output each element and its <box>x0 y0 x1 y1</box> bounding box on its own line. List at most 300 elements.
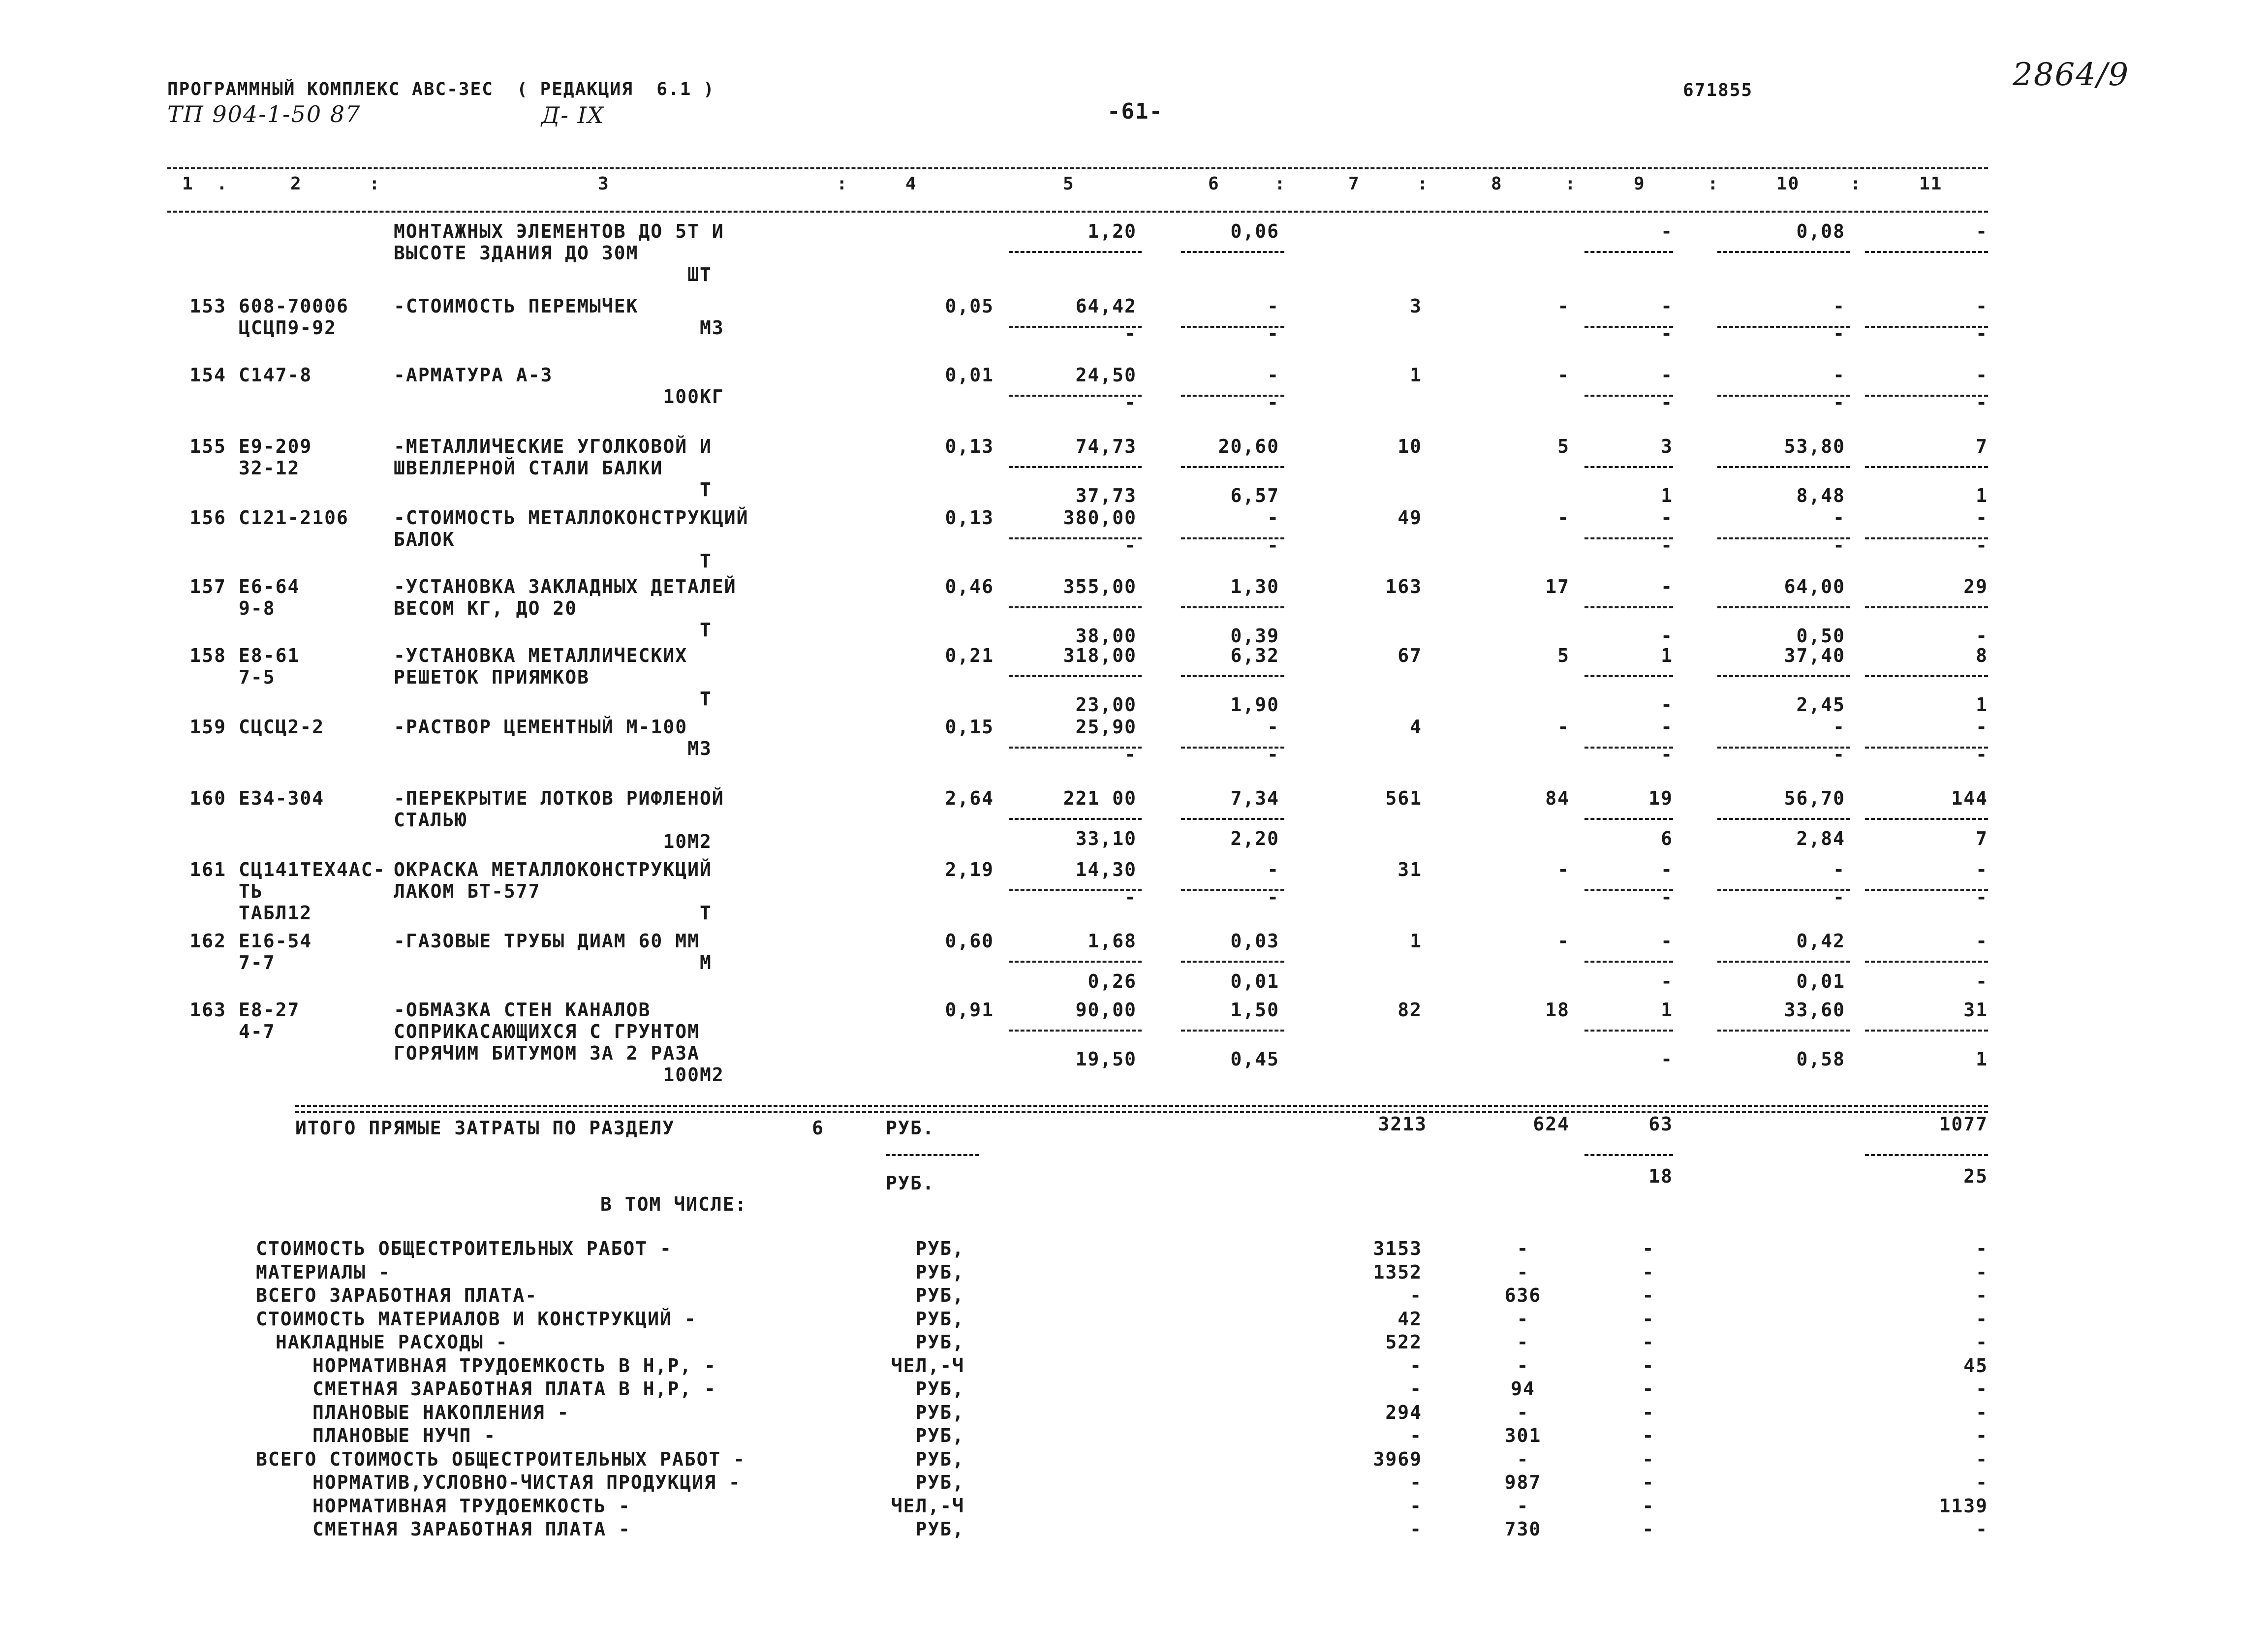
summary-col8: - <box>1517 1308 1529 1330</box>
cell-c9b: - <box>1661 744 1673 765</box>
summary-col8: 636 <box>1504 1284 1542 1306</box>
cell-rule <box>1181 675 1284 677</box>
cell-c8: - <box>1557 364 1570 386</box>
cell-rule <box>1009 606 1142 608</box>
summary-col11: - <box>1976 1378 1988 1400</box>
cell-c5b: 37,73 <box>1075 485 1137 506</box>
summary-unit: РУБ, <box>915 1331 964 1353</box>
cell-rule <box>1181 818 1284 820</box>
cell-c11: - <box>1976 364 1988 386</box>
column-header-cell: : <box>837 174 848 194</box>
cell-c5: 14,30 <box>1075 859 1137 880</box>
column-header-cell: 7 <box>1348 174 1360 194</box>
summary-col9: - <box>1642 1238 1655 1259</box>
summary-col7: - <box>1410 1495 1422 1517</box>
section-mark: Д- IX <box>541 102 605 128</box>
cell-c7: 1 <box>1410 930 1422 952</box>
cell-c9: - <box>1661 295 1673 317</box>
summary-col9: - <box>1642 1284 1655 1306</box>
summary-unit: РУБ, <box>915 1308 964 1330</box>
cell-rule <box>1584 606 1673 608</box>
cell-rule <box>1009 251 1142 253</box>
cell-c4: 0,15 <box>945 716 994 738</box>
cell-rule <box>1009 818 1142 820</box>
cell-c8: - <box>1557 930 1570 952</box>
cell-c4: 0,46 <box>945 576 994 597</box>
cell-c10: - <box>1833 716 1845 738</box>
summary-label: СТОИМОСТЬ МАТЕРИАЛОВ И КОНСТРУКЦИЙ - <box>256 1308 697 1330</box>
cell-c6: 1,30 <box>1230 576 1279 597</box>
summary-label: ВСЕГО СТОИМОСТЬ ОБЩЕСТРОИТЕЛЬНЫХ РАБОТ - <box>256 1448 746 1470</box>
row-code: Е6-64 9-8 <box>239 576 300 619</box>
summary-unit: ЧЕЛ,-Ч <box>891 1495 964 1517</box>
cell-rule <box>1009 1030 1142 1032</box>
cell-c9b: 1 <box>1661 485 1673 506</box>
cell-c7: 3 <box>1410 295 1422 317</box>
cell-c6b: - <box>1267 744 1279 765</box>
summary-col8: 94 <box>1511 1378 1535 1400</box>
cell-c6: 6,32 <box>1230 645 1279 666</box>
cell-c8: 5 <box>1557 645 1570 666</box>
cell-c11: - <box>1976 507 1988 529</box>
row-description: -МЕТАЛЛИЧЕСКИЕ УГОЛКОВОЙ И ШВЕЛЛЕРНОЙ СТАЛИ БАЛКИ Т <box>394 436 712 501</box>
cell-c6b: 1,90 <box>1230 694 1279 716</box>
summary-col8: - <box>1517 1354 1529 1377</box>
cell-rule <box>1009 675 1142 677</box>
row-number: 153 <box>189 295 226 317</box>
cell-c10: - <box>1833 507 1845 529</box>
cell-c5b: 19,50 <box>1075 1048 1137 1070</box>
summary-label: СТОИМОСТЬ ОБЩЕСТРОИТЕЛЬНЫХ РАБОТ - <box>256 1238 672 1259</box>
cell-c11b: 1 <box>1976 1048 1988 1070</box>
cell-c6b: - <box>1267 534 1279 556</box>
summary-col11: - <box>1976 1401 1988 1423</box>
summary-unit: РУБ, <box>915 1448 964 1470</box>
summary-col8: 301 <box>1504 1425 1542 1446</box>
row-number: 154 <box>189 364 226 386</box>
column-header-cell: : <box>1417 174 1429 194</box>
cell-c11b: - <box>1976 886 1988 908</box>
cell-rule <box>1584 466 1673 468</box>
totals-col9: 63 <box>1648 1113 1673 1135</box>
summary-col7: - <box>1410 1284 1422 1306</box>
cell-c6b: - <box>1267 323 1279 344</box>
cell-c8: - <box>1557 295 1570 317</box>
cell-c11: 144 <box>1951 787 1988 809</box>
document-number: 671855 <box>1683 80 1753 100</box>
cell-c6: 0,06 <box>1230 220 1279 242</box>
cell-c8: 17 <box>1545 576 1570 597</box>
row-number: 159 <box>189 716 226 738</box>
cell-c6b: 6,57 <box>1230 485 1279 506</box>
row-code: Е9-209 32-12 <box>239 436 312 479</box>
totals-section: 6 <box>812 1117 824 1139</box>
cell-c8: - <box>1557 859 1570 880</box>
cell-c8: 5 <box>1557 436 1570 457</box>
cell-c8: 84 <box>1545 787 1570 809</box>
totals-col9-b: 18 <box>1648 1165 1673 1187</box>
cell-c5b: 23,00 <box>1075 694 1137 716</box>
cell-c11: - <box>1976 220 1988 242</box>
cell-rule <box>1865 251 1988 253</box>
row-number: 156 <box>189 507 226 529</box>
column-header-cell: 1 <box>182 174 194 194</box>
summary-col7: - <box>1410 1518 1422 1540</box>
summary-col11: - <box>1976 1308 1988 1330</box>
cell-c10b: 2,45 <box>1796 694 1845 716</box>
cell-c7: 49 <box>1398 507 1422 529</box>
row-description: МОНТАЖНЫХ ЭЛЕМЕНТОВ ДО 5Т И ВЫСОТЕ ЗДАНИЯ ДО 30М ШТ <box>394 220 724 285</box>
row-code: Е16-54 7-7 <box>239 930 312 973</box>
cell-c11b: - <box>1976 392 1988 413</box>
cell-c7: 82 <box>1398 999 1422 1021</box>
totals-unit-2: РУБ. <box>886 1172 935 1194</box>
summary-col9: - <box>1642 1471 1655 1493</box>
cell-c6: - <box>1267 507 1279 529</box>
cell-c11b: 1 <box>1976 485 1988 506</box>
cell-c4: 2,64 <box>945 787 994 809</box>
cell-rule <box>1865 961 1988 963</box>
program-title: ПРОГРАММНЫЙ КОМПЛЕКС АВС-ЗЕС ( РЕДАКЦИЯ 6.1 ) <box>167 79 715 99</box>
cell-rule <box>1181 606 1284 608</box>
cell-c5b: 33,10 <box>1075 828 1137 849</box>
cell-c10: 56,70 <box>1784 787 1845 809</box>
summary-col9: - <box>1642 1425 1655 1446</box>
summary-col11: - <box>1976 1448 1988 1470</box>
summary-col9: - <box>1642 1378 1655 1400</box>
cell-c10b: 0,01 <box>1796 971 1845 992</box>
cell-rule <box>1584 818 1673 820</box>
row-description: ОКРАСКА МЕТАЛЛОКОНСТРУКЦИЙ ЛАКОМ БТ-577 Т <box>394 859 712 924</box>
cell-c11b: - <box>1976 625 1988 647</box>
cell-c9b: - <box>1661 886 1673 908</box>
cell-c10b: 8,48 <box>1796 485 1845 506</box>
summary-unit: РУБ, <box>915 1261 964 1283</box>
cell-c9: - <box>1661 364 1673 386</box>
header-bottom-rule <box>167 211 1988 213</box>
cell-c11: - <box>1976 716 1988 738</box>
row-code: 608-70006 ЦСЦП9-92 <box>239 295 349 339</box>
cell-rule <box>1584 1030 1673 1032</box>
cell-rule <box>1717 606 1850 608</box>
cell-c4: 0,01 <box>945 364 994 386</box>
including-label: В ТОМ ЧИСЛЕ: <box>600 1193 747 1215</box>
summary-label: СМЕТНАЯ ЗАРАБОТНАЯ ПЛАТА - <box>312 1518 631 1540</box>
row-description: -УСТАНОВКА МЕТАЛЛИЧЕСКИХ РЕШЕТОК ПРИЯМКОВ Т <box>394 645 712 710</box>
cell-c11: - <box>1976 859 1988 880</box>
summary-label: СМЕТНАЯ ЗАРАБОТНАЯ ПЛАТА В Н,Р, - <box>312 1378 716 1400</box>
summary-unit: РУБ, <box>915 1284 964 1306</box>
cell-c5b: - <box>1124 744 1137 765</box>
row-number: 158 <box>189 645 226 666</box>
summary-label: ПЛАНОВЫЕ НАКОПЛЕНИЯ - <box>312 1401 570 1423</box>
cell-c10: 33,60 <box>1784 999 1845 1021</box>
row-number: 160 <box>189 787 226 809</box>
cell-rule <box>1181 961 1284 963</box>
summary-col7: - <box>1410 1378 1422 1400</box>
summary-col8: 730 <box>1504 1518 1542 1540</box>
cell-c10b: - <box>1833 744 1845 765</box>
cell-c11: 31 <box>1963 999 1988 1021</box>
cell-c9b: - <box>1661 971 1673 992</box>
cell-c10: 0,42 <box>1796 930 1845 952</box>
column-header-cell: : <box>1565 174 1577 194</box>
column-header-cell: : <box>1708 174 1719 194</box>
summary-col8: - <box>1517 1401 1529 1423</box>
cell-c9b: - <box>1661 392 1673 413</box>
row-code: С121-2106 <box>239 507 349 529</box>
cell-c6: 1,50 <box>1230 999 1279 1021</box>
cell-c10b: - <box>1833 323 1845 344</box>
cell-c10: - <box>1833 364 1845 386</box>
cell-c5b: - <box>1124 392 1137 413</box>
cell-c6b: 0,01 <box>1230 971 1279 992</box>
column-header-cell: . <box>217 174 228 194</box>
summary-col11: - <box>1976 1425 1988 1446</box>
summary-col8: - <box>1517 1448 1529 1470</box>
cell-c11b: 7 <box>1976 828 1988 849</box>
cell-rule <box>1865 818 1988 820</box>
cell-c7: 31 <box>1398 859 1422 880</box>
cell-c8: - <box>1557 716 1570 738</box>
summary-col9: - <box>1642 1308 1655 1330</box>
cell-c6b: - <box>1267 886 1279 908</box>
summary-unit: ЧЕЛ,-Ч <box>891 1354 964 1377</box>
archive-stamp: 2864/9 <box>2013 57 2130 93</box>
cell-c9: 3 <box>1661 436 1673 457</box>
cell-rule <box>1181 1030 1284 1032</box>
cell-rule <box>1584 251 1673 253</box>
project-code: ТП 904-1-50 87 <box>167 101 361 127</box>
summary-col11: 45 <box>1963 1354 1988 1377</box>
summary-col11: - <box>1976 1238 1988 1259</box>
column-header-cell: 11 <box>1919 174 1943 194</box>
row-description: -ГАЗОВЫЕ ТРУБЫ ДИАМ 60 ММ М <box>394 930 712 973</box>
cell-rule <box>1865 1030 1988 1032</box>
cell-rule <box>1009 961 1142 963</box>
summary-col9: - <box>1642 1401 1655 1423</box>
summary-label: ВСЕГО ЗАРАБОТНАЯ ПЛАТА- <box>256 1284 538 1306</box>
cell-c11: 8 <box>1976 645 1988 666</box>
cell-c6b: - <box>1267 392 1279 413</box>
cell-c7: 4 <box>1410 716 1422 738</box>
summary-col9: - <box>1642 1354 1655 1377</box>
column-header-cell: : <box>1274 174 1286 194</box>
cell-rule <box>1865 466 1988 468</box>
row-description: -РАСТВОР ЦЕМЕНТНЫЙ М-100 М3 <box>394 716 712 759</box>
row-description: -АРМАТУРА А-3 100КГ <box>394 364 724 407</box>
summary-unit: РУБ, <box>915 1425 964 1446</box>
cell-c9b: - <box>1661 694 1673 716</box>
totals-col8: 624 <box>1533 1113 1570 1135</box>
summary-col9: - <box>1642 1518 1655 1540</box>
cell-rule <box>1865 606 1988 608</box>
summary-label: ПЛАНОВЫЕ НУЧП - <box>312 1425 497 1446</box>
column-header-cell: 6 <box>1208 174 1220 194</box>
cell-c9: 19 <box>1648 787 1673 809</box>
cell-c7: 163 <box>1385 576 1422 597</box>
summary-col7: 42 <box>1398 1308 1422 1330</box>
cell-c6: - <box>1267 364 1279 386</box>
summary-col8: - <box>1517 1331 1529 1353</box>
row-description: -ОБМАЗКА СТЕН КАНАЛОВ СОПРИКАСАЮЩИХСЯ С ГРУНТОМ ГОРЯЧИМ БИТУМОМ ЗА 2 РАЗА 100М2 <box>394 999 724 1086</box>
cell-c10b: 0,50 <box>1796 625 1845 647</box>
cell-c8: - <box>1557 507 1570 529</box>
cell-c5: 24,50 <box>1075 364 1137 386</box>
cell-c6: 7,34 <box>1230 787 1279 809</box>
cell-c10: 37,40 <box>1784 645 1845 666</box>
cell-rule <box>1181 251 1284 253</box>
cell-c9: - <box>1661 507 1673 529</box>
row-number: 155 <box>189 436 226 457</box>
header-top-rule <box>167 167 1988 169</box>
summary-col7: 522 <box>1385 1331 1422 1353</box>
row-code: СЦ141ТЕХ4АС- ТЬ ТАБЛ12 <box>239 859 386 924</box>
cell-rule <box>1717 675 1850 677</box>
cell-c7: 561 <box>1385 787 1422 809</box>
cell-c11b: 1 <box>1976 694 1988 716</box>
summary-unit: РУБ, <box>915 1471 964 1493</box>
column-header-cell: 5 <box>1063 174 1075 194</box>
summary-col7: 294 <box>1385 1401 1422 1423</box>
column-header-cell: 4 <box>905 174 917 194</box>
cell-c9: - <box>1661 716 1673 738</box>
totals-col11: 1077 <box>1939 1113 1988 1135</box>
cell-c11b: - <box>1976 744 1988 765</box>
cell-c6: - <box>1267 295 1279 317</box>
summary-label: НОРМАТИВ,УСЛОВНО-ЧИСТАЯ ПРОДУКЦИЯ - <box>312 1471 741 1493</box>
cell-c5: 380,00 <box>1063 507 1137 529</box>
cell-c5: 90,00 <box>1075 999 1137 1021</box>
cell-c6: - <box>1267 716 1279 738</box>
summary-label: НОРМАТИВНАЯ ТРУДОЕМКОСТЬ В Н,Р, - <box>312 1354 716 1377</box>
summary-col11: - <box>1976 1261 1988 1283</box>
summary-col8: - <box>1517 1261 1529 1283</box>
row-code: Е8-61 7-5 <box>239 645 300 688</box>
cell-c11: - <box>1976 930 1988 952</box>
cell-c9b: 6 <box>1661 828 1673 849</box>
summary-label: НОРМАТИВНАЯ ТРУДОЕМКОСТЬ - <box>312 1495 631 1517</box>
cell-c10b: - <box>1833 392 1845 413</box>
cell-c9b: - <box>1661 1048 1673 1070</box>
summary-col11: - <box>1976 1331 1988 1353</box>
summary-unit: РУБ, <box>915 1238 964 1259</box>
cell-c6: 20,60 <box>1218 436 1279 457</box>
row-description: -СТОИМОСТЬ ПЕРЕМЫЧЕК М3 <box>394 295 724 339</box>
cell-c7: 10 <box>1398 436 1422 457</box>
cell-c11b: - <box>1976 323 1988 344</box>
cell-c9b: - <box>1661 534 1673 556</box>
page-number: -61- <box>1107 99 1163 124</box>
cell-c11b: - <box>1976 534 1988 556</box>
cell-c8: 18 <box>1545 999 1570 1021</box>
row-code: Е8-27 4-7 <box>239 999 300 1042</box>
cell-c4: 0,05 <box>945 295 994 317</box>
totals-top-rule-2 <box>295 1111 1988 1113</box>
totals-label: ИТОГО ПРЯМЫЕ ЗАТРАТЫ ПО РАЗДЕЛУ <box>295 1117 675 1139</box>
cell-c10b: 2,84 <box>1796 828 1845 849</box>
cell-c9: - <box>1661 859 1673 880</box>
cell-c10b: 0,58 <box>1796 1048 1845 1070</box>
summary-unit: РУБ, <box>915 1378 964 1400</box>
summary-col7: - <box>1410 1425 1422 1446</box>
summary-col11: 1139 <box>1939 1495 1988 1517</box>
cell-rule <box>1717 466 1850 468</box>
cell-c11: - <box>1976 295 1988 317</box>
totals-col11-rule <box>1865 1154 1988 1156</box>
summary-unit: РУБ, <box>915 1518 964 1540</box>
cell-c5: 64,42 <box>1075 295 1137 317</box>
row-description: -УСТАНОВКА ЗАКЛАДНЫХ ДЕТАЛЕЙ ВЕСОМ КГ, ДО 20 Т <box>394 576 737 641</box>
summary-col7: 3153 <box>1373 1238 1422 1259</box>
summary-col9: - <box>1642 1495 1655 1517</box>
column-header-cell: 10 <box>1776 174 1800 194</box>
summary-col9: - <box>1642 1448 1655 1470</box>
cell-c4: 0,13 <box>945 507 994 529</box>
cell-c9: - <box>1661 220 1673 242</box>
column-header-cell: 3 <box>598 174 610 194</box>
cell-c10: - <box>1833 859 1845 880</box>
cell-rule <box>1717 818 1850 820</box>
totals-top-rule <box>295 1105 1988 1107</box>
summary-col8: - <box>1517 1238 1529 1259</box>
totals-col11-b: 25 <box>1963 1165 1988 1187</box>
column-header-cell: : <box>1850 174 1862 194</box>
cell-c5b: 38,00 <box>1075 625 1137 647</box>
row-code: С147-8 <box>239 364 312 386</box>
cell-rule <box>1584 961 1673 963</box>
cell-c7: 67 <box>1398 645 1422 666</box>
row-number: 163 <box>189 999 226 1021</box>
cell-c6b: 0,39 <box>1230 625 1279 647</box>
summary-col7: 1352 <box>1373 1261 1422 1283</box>
summary-col9: - <box>1642 1261 1655 1283</box>
column-header-cell: 2 <box>290 174 302 194</box>
cell-c10: 64,00 <box>1784 576 1845 597</box>
cell-c9: - <box>1661 930 1673 952</box>
summary-col11: - <box>1976 1518 1988 1540</box>
cell-rule <box>1865 675 1988 677</box>
column-header-cell: 9 <box>1634 174 1646 194</box>
cell-rule <box>1717 1030 1850 1032</box>
cell-rule <box>1181 466 1284 468</box>
summary-col9: - <box>1642 1331 1655 1353</box>
cell-c6: - <box>1267 859 1279 880</box>
totals-col7: 3213 <box>1378 1113 1427 1135</box>
column-header-cell: 8 <box>1491 174 1503 194</box>
cell-rule <box>1009 466 1142 468</box>
row-number: 157 <box>189 576 226 597</box>
column-header-cell: : <box>369 174 381 194</box>
cell-c5b: - <box>1124 886 1137 908</box>
summary-col8: 987 <box>1504 1471 1542 1493</box>
cell-c10: 53,80 <box>1784 436 1845 457</box>
cell-c6b: 2,20 <box>1230 828 1279 849</box>
summary-col11: - <box>1976 1471 1988 1493</box>
row-number: 161 <box>189 859 226 880</box>
cell-c10b: - <box>1833 534 1845 556</box>
cell-c7: 1 <box>1410 364 1422 386</box>
cell-c6b: 0,45 <box>1230 1048 1279 1070</box>
cell-c5b: 0,26 <box>1087 971 1137 992</box>
cell-c4: 0,13 <box>945 436 994 457</box>
cell-c5: 74,73 <box>1075 436 1137 457</box>
summary-label: НАКЛАДНЫЕ РАСХОДЫ - <box>276 1331 508 1353</box>
cell-c10b: - <box>1833 886 1845 908</box>
totals-unit: РУБ. <box>886 1117 935 1139</box>
cell-c9b: - <box>1661 323 1673 344</box>
row-description: -СТОИМОСТЬ МЕТАЛЛОКОНСТРУКЦИЙ БАЛОК Т <box>394 507 749 572</box>
